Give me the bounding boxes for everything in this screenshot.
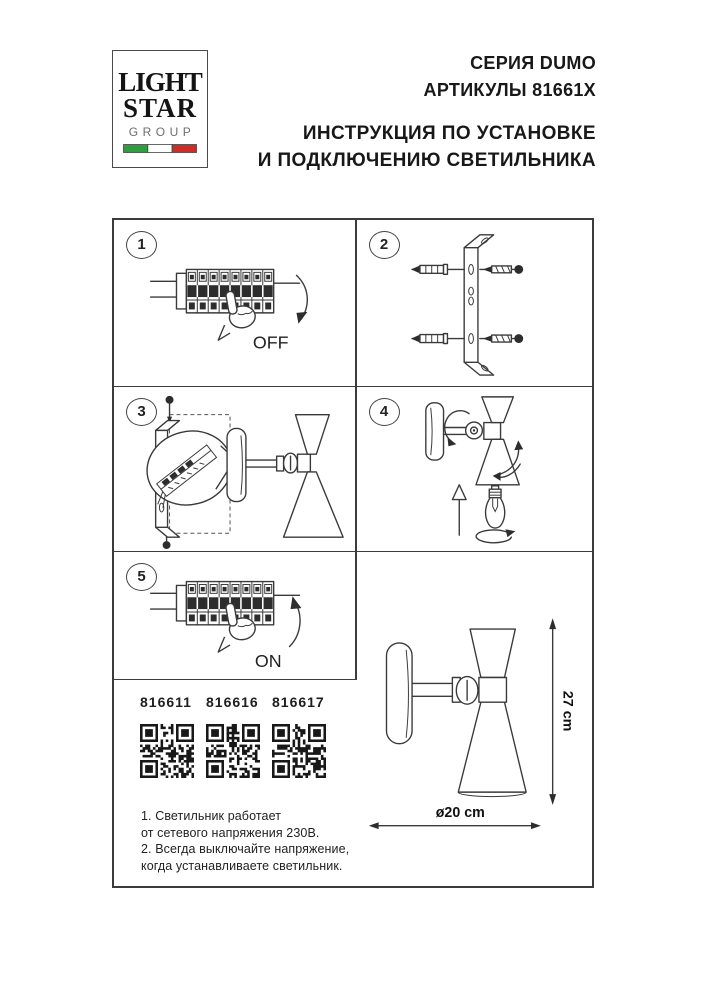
step-panel-1 [114, 220, 355, 385]
on-label: ON [254, 651, 282, 672]
note-line: от сетевого напряжения 230В. [141, 825, 320, 840]
qr-codes-row [140, 724, 326, 778]
article-numbers-row [140, 694, 328, 710]
wall-lamp [227, 415, 343, 537]
note-line: 1. Светильник работает [141, 809, 282, 823]
mounting-screw-top [166, 396, 174, 424]
articles-and-notes [114, 680, 355, 886]
lamp-shade-bottom-cone [458, 702, 526, 792]
bulb-icon [485, 486, 504, 528]
step-panel-4 [357, 387, 592, 550]
wall-lamp-side-view [386, 629, 526, 796]
step-panel-3 [114, 387, 355, 550]
circuit-breaker-icon [151, 269, 300, 312]
height-dimension-arrow [549, 618, 575, 805]
step-number-badge: 5 [126, 563, 157, 591]
dimension-diagram [357, 552, 592, 886]
height-dimension-label: 27 cm [559, 690, 576, 732]
article-number: 816616 [206, 694, 259, 710]
article-number: 816611 [140, 694, 192, 710]
step-panel-5 [114, 552, 355, 678]
qr-code [272, 724, 326, 778]
series-title: СЕРИЯ DUMO [470, 53, 596, 73]
step-number-badge: 1 [126, 231, 157, 259]
lamp-shade-top-cone [295, 415, 329, 455]
qr-code [140, 724, 194, 778]
header-instruction-block [258, 120, 596, 174]
logo-text-star: STAR [122, 93, 198, 123]
instruction-title-line2: И ПОДКЛЮЧЕНИЮ СВЕТИЛЬНИКА [257, 150, 596, 171]
italian-flag-icon [123, 144, 197, 153]
detail-balloon [139, 422, 240, 513]
lamp-shade-bottom-cone [284, 472, 344, 537]
instruction-grid [112, 218, 594, 888]
note-line: когда устанавливаете светильник. [141, 858, 343, 873]
screw-in-rotation-arrow-icon [476, 529, 515, 542]
step-number-badge: 3 [126, 398, 157, 426]
off-label: OFF [252, 332, 289, 353]
lamp-shade-top-cone [470, 629, 515, 677]
qr-code [206, 724, 260, 778]
step-number-badge: 4 [369, 398, 400, 426]
step-number-badge: 2 [369, 231, 400, 259]
step-panel-2 [357, 220, 592, 385]
diameter-dimension-arrow [368, 805, 540, 829]
instruction-title-line1: ИНСТРУКЦИЯ ПО УСТАНОВКЕ [302, 123, 596, 144]
note-line: 2. Всегда выключайте напряжение, [141, 842, 350, 856]
lightstar-logo [112, 50, 208, 168]
insert-up-arrow-icon [452, 485, 466, 535]
wall-bracket [464, 235, 493, 375]
diameter-dimension-label: ø20 cm [435, 804, 485, 821]
header-series-block [424, 50, 596, 104]
circuit-breaker-icon [151, 582, 300, 625]
logo-text-group: GROUP [128, 125, 196, 139]
article-number: 816617 [272, 694, 325, 710]
dimension-drawing [357, 552, 592, 886]
logo-text-light: LIGHT [118, 67, 202, 97]
lamp-shade-top-cone [481, 397, 512, 423]
safety-notes [141, 808, 349, 874]
articles-title: АРТИКУЛЫ 81661X [423, 80, 596, 100]
